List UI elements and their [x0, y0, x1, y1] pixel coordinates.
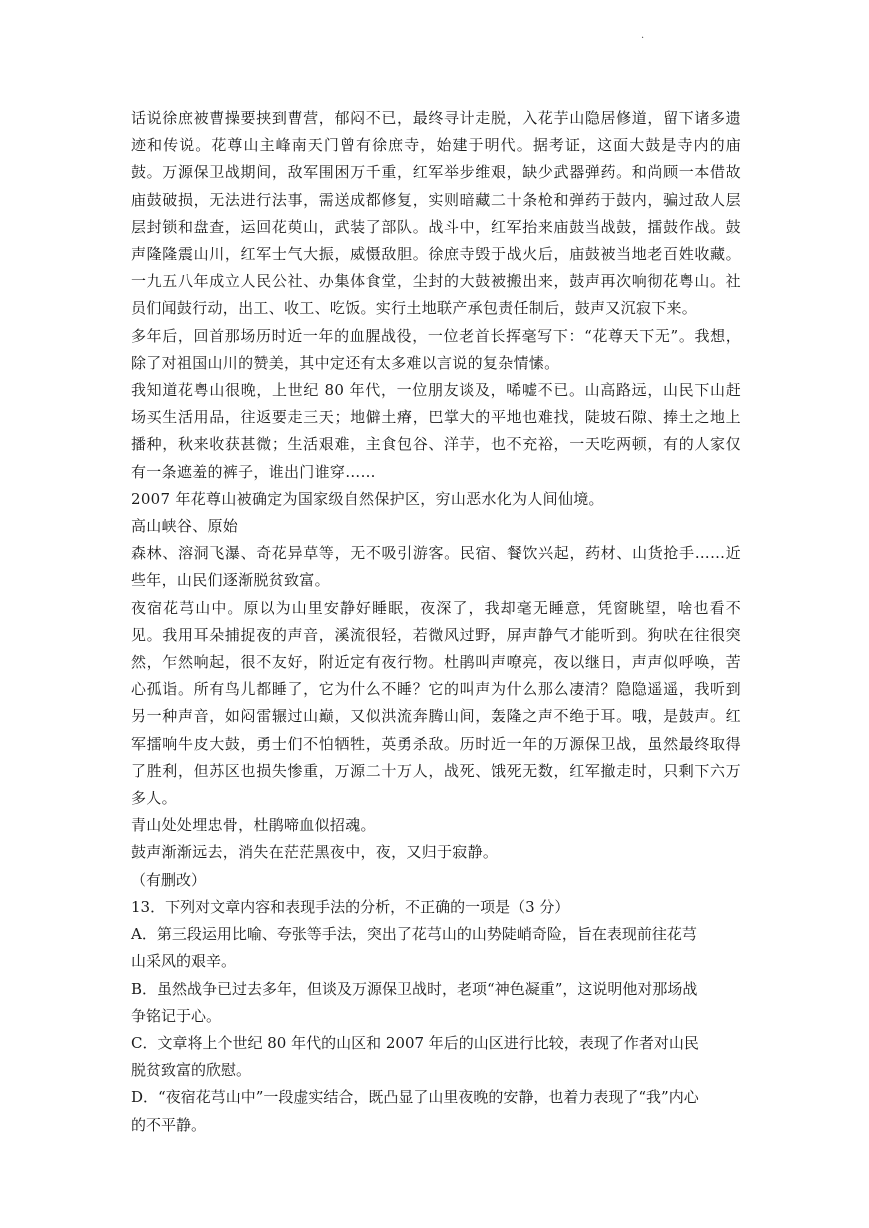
- header-dot-mark: ·: [641, 33, 645, 44]
- paragraph-canyon-fragment: 高山峡谷、原始: [131, 517, 239, 536]
- question-option-c: C．文章将上个世纪 80 年代的山区和 2007 年后的山区进行比较，表现了作者对山民脱贫致富的欣慰。: [131, 1033, 699, 1080]
- document-body: [131, 105, 741, 1139]
- question-option-d: D．“夜宿花芎山中”一段虚实结合，既凸显了山里夜晚的安静，也着力表现了“我”内心的不平静。: [131, 1088, 699, 1134]
- paragraph-inscription: 多年后，回首那场历时近一年的血腥战役，一位老首长挥毫写下：“花尊天下无”。我想，除了对祖国山川的赞美，其中定还有太多难以言说的复杂情愫。: [131, 326, 741, 372]
- paragraph-tourism: 森林、溶洞飞瀑、奇花异草等，无不吸引游客。民宿、餐饮兴起，药材、山货抢手……近些年，山民们逐渐脱贫致富。: [131, 544, 741, 590]
- revision-note: （有删改）: [131, 870, 207, 889]
- question-option-b: B．虽然战争已过去多年，但谈及万源保卫战时，老项“神色凝重”，这说明他对那场战争铭记于心。: [131, 979, 698, 1025]
- question-option-a: A．第三段运用比喻、夸张等手法，突出了花芎山的山势陡峭奇险，旨在表现前往花芎山采风的艰辛。: [131, 925, 697, 971]
- paragraph-night-stay: 夜宿花芎山中。原以为山里安静好睡眠，夜深了，我却毫无睡意，凭窗眺望，啥也看不见。我用耳朵捕捉夜的声音，溪流很轻，若微风过野，屏声静气才能听到。狗吠在往很突然，乍然响起，很不友好，附近定有夜行物。杜鹃叫声嘹亮，夜以继日，声声似呼唤，苦心孤诣。所有鸟儿都睡了，它为什么不睡？它的叫声为什么那么凄清？隐隐遥遥，我听到另一种声音，如闷雷辗过山巅，又似洪流奔腾山间，轰隆之声不绝于耳。哦，是鼓声。红军擂响牛皮大鼓，勇士们不怕牺牲，英勇杀敌。历时近一年的万源保卫战，虽然最终取得了胜利，但苏区也损失惨重，万源二十万人，战死、饿死无数，红军撤走时，只剩下六万多人。: [131, 598, 741, 808]
- paragraph-legend-drum: 话说徐庶被曹操要挟到曹营，郁闷不已，最终寻计走脱，入花芋山隐居修道，留下诸多遗迹和传说。花尊山主峰南天门曾有徐庶寺，始建于明代。据考证，这面大鼓是寺内的庙鼓。万源保卫战期间，敌军围困万千重，红军举步维艰，缺少武器弹药。和尚顾一本借故庙鼓破损，无法进行法事，需送成都修复，实则暗藏二十条枪和弹药于鼓内，骗过敌人层层封锁和盘查，运回花萸山，武装了部队。战斗中，红军抬来庙鼓当战鼓，擂鼓作战。鼓声隆隆震山川，红军士气大振，威慑敌胆。徐庶寺毁于战火后，庙鼓被当地老百姓收藏。一九五八年成立人民公社、办集体食堂，尘封的大鼓被搬出来，鼓声再次响彻花粤山。社员们闻鼓行动，出工、收工、吃饭。实行土地联产承包责任制后，鼓声又沉寂下来。: [131, 109, 741, 318]
- question-13-title: 13．下列对文章内容和表现手法的分析，不正确的一项是（3 分）: [131, 897, 570, 916]
- paragraph-nature-reserve: 2007 年花尊山被确定为国家级自然保护区，穷山恶水化为人间仙境。: [131, 489, 604, 508]
- paragraph-poverty-1980s: 我知道花粤山很晚，上世纪 80 年代，一位朋友谈及，唏嘘不已。山高路远，山民下山赶场买生活用品，往返要走三天；地僻土瘠，巴掌大的平地也难找，陡坡石隙、捧土之地上播种，秋来收获甚微；生活艰难，主食包谷、洋芋，也不充裕，一天吃两顿，有的人家仅有一条遮羞的裤子，谁出门谁穿……: [131, 381, 741, 481]
- paragraph-verse: 青山处处埋忠骨，杜鹃啼血似招魂。: [131, 816, 376, 835]
- paragraph-ending: 鼓声渐渐远去，消失在茫茫黑夜中，夜，又归于寂静。: [131, 843, 499, 862]
